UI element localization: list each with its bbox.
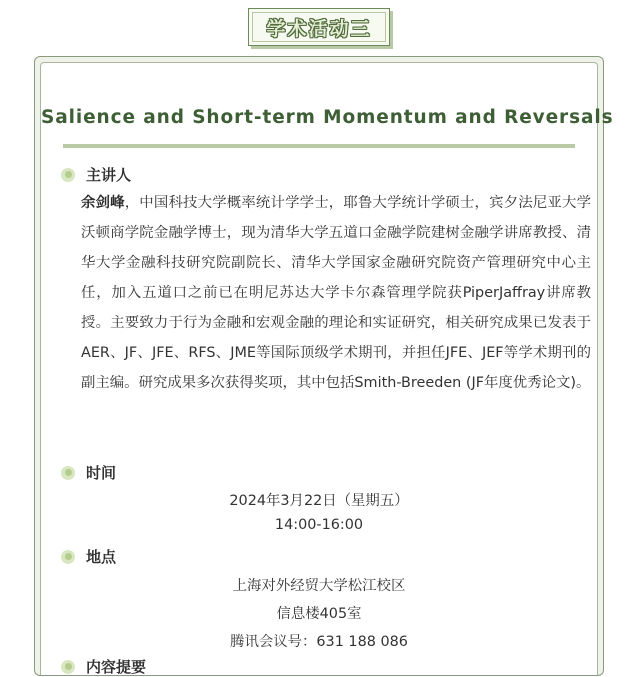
content-frame-inner	[40, 62, 614, 676]
summary-heading	[61, 656, 146, 677]
bullet-dot-icon	[61, 168, 75, 182]
speaker-label: 主讲人	[86, 166, 132, 184]
summary-label: 内容提要	[86, 658, 147, 676]
speaker-name: 余剑峰	[81, 195, 125, 211]
speaker-heading	[61, 164, 131, 185]
speaker-bio	[81, 188, 591, 398]
badge-text: 学术活动三	[266, 17, 372, 40]
event-date: 2024年3月22日（星期五）	[229, 493, 409, 509]
time-heading	[61, 462, 116, 483]
location-label: 地点	[86, 548, 117, 566]
bullet-dot-icon	[61, 660, 75, 674]
bullet-dot-icon	[61, 466, 75, 480]
location-building: 信息楼405室	[276, 606, 362, 622]
location-heading	[61, 546, 116, 567]
talk-title: Salience and Short-term Momentum and Reversals	[41, 107, 614, 128]
speaker-bio-text: ，中国科技大学概率统计学学士，耶鲁大学统计学硕士，宾夕法尼亚大学沃顿商学院金融学博士，现为清华大学五道口金融学院建树金融学讲席教授、清华大学金融科技研究院副院长、清华大学国家金融研究院资产管理研究中心主任，加入五道口之前已在明尼苏达大学卡尔森管理学院获PiperJaffray讲席教授。主要致力于行为金融和宏观金融的理论和实证研究，相关研究成果已发表于AER、JF、JFE、RFS、JME等国际顶级学术期刊，并担任JFE、JEF等学术期刊的副主编。研究成果多次获得奖项，其中包括Smith-Breeden (JF年度优秀论文)。	[81, 195, 591, 391]
time-label: 时间	[86, 464, 117, 482]
location-campus: 上海对外经贸大学松江校区	[232, 578, 406, 594]
meeting-id: 腾讯会议号：631 188 086	[230, 634, 408, 650]
content-frame	[34, 56, 614, 676]
bullet-dot-icon	[61, 550, 75, 564]
event-hours: 14:00-16:00	[274, 517, 364, 533]
title-underline	[63, 144, 575, 148]
activity-badge	[248, 8, 390, 46]
